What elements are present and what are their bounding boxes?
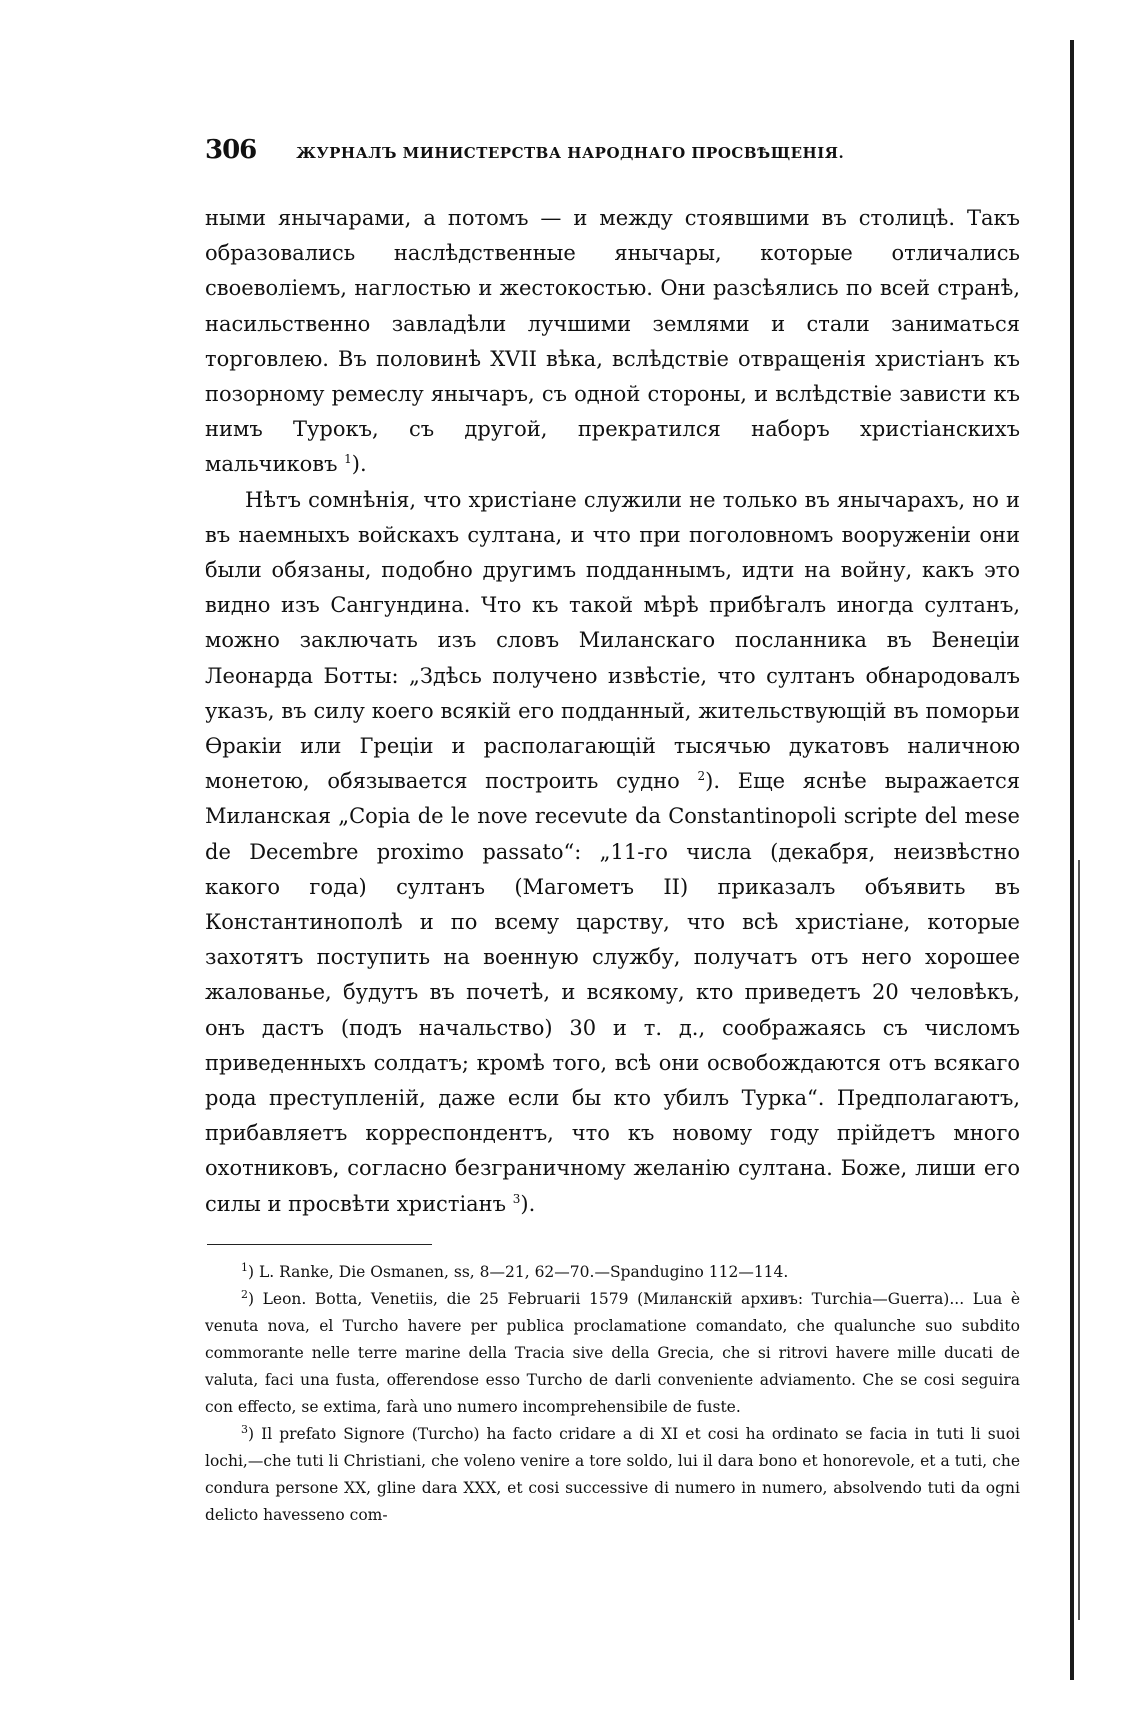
- note-ref-1: 1: [344, 452, 352, 467]
- note-ref-3: 3: [512, 1191, 521, 1206]
- footnote-rule: [207, 1244, 432, 1245]
- paragraph-1-text: ными янычарами, а потомъ — и между стоявшими въ столицѣ. Такъ образовались наслѣдственные янычары, которые отличались своеволіемъ, наглостью и жестокостью. Они разсѣялись по всей странѣ, насильственно завладѣли лучшими землями и стали заниматься торговлею. Въ половинѣ XVII вѣка, вслѣдствіе отвращенія христіанъ къ позорному ремеслу янычаръ, съ одной стороны, и вслѣдствіе зависти къ нимъ Турокъ, съ другой, прекратился наборъ христіанскихъ мальчиковъ: [205, 206, 1020, 477]
- paragraph-2b-text: ). Еще яснѣе выражается Миланская „Copia de le nove recevute da Constantinopoli scripte del mese de Decembre proximo passato“: „11-го числа (декабря, неизвѣстно какого года) султанъ (Магометъ II) приказалъ объявить въ Константинополѣ и по всему царству, что всѣ христіане, которые захотятъ поступить на военную службу, получатъ отъ него хорошее жалованье, будутъ въ почетѣ, и всякому, кто приведетъ 20 человѣкъ, онъ дастъ (подъ начальство) 30 и т. д., соображаясь съ числомъ приведенныхъ солдатъ; кромѣ того, всѣ они освобождаются отъ всякаго рода преступленій, даже если бы кто убилъ Турка“. Предполагаютъ, прибавляетъ корреспондентъ, что къ новому году прійдетъ много охотниковъ, согласно безграничному желанію султана. Боже, лиши его силы и просвѣти христіанъ: [205, 769, 1020, 1216]
- book-page: [205, 135, 1020, 1529]
- paragraph-2b-end: ).: [520, 1191, 536, 1216]
- footnote-mark-3: 3: [241, 1422, 248, 1436]
- footnote-3: [205, 1421, 1020, 1529]
- footnote-mark-1: 1: [241, 1260, 248, 1274]
- body-text: [205, 201, 1020, 1222]
- footnotes: [205, 1259, 1020, 1529]
- footnote-2: [205, 1286, 1020, 1421]
- scan-edge-line: [1070, 40, 1074, 1680]
- footnote-text-3: ) Il prefato Signore (Turcho) ha facto cridare a di XI et cosi ha ordinato se facia in tuti li suoi lochi,—che tuti li Christiani, che voleno venire a tore soldo, lui il dara bono et honorevole, et a tuti, che condura persone XX, gline dara XXX, et cosi successive di numero in numero, absolvendo tuti da ogni delicto havesseno com-: [205, 1424, 1020, 1524]
- scan-edge-line-thin: [1078, 860, 1080, 1620]
- footnote-mark-2: 2: [241, 1287, 248, 1301]
- paragraph-2: [205, 483, 1020, 1222]
- footnote-1: [205, 1259, 1020, 1286]
- paragraph-1-end: ).: [351, 452, 367, 477]
- journal-title: ЖУРНАЛЪ МИНИСТЕРСТВА НАРОДНАГО ПРОСВѢЩЕНІЯ.: [296, 144, 845, 162]
- running-head: [205, 135, 1020, 175]
- footnote-text-2: ) Leon. Botta, Venetiis, die 25 Februarii 1579 (Миланскій архивъ: Turchia—Guerra)... Lua è venuta nova, el Turcho havere per publica proclamatione comandato, che qualunche suo subdito commorante nelle terre marine della Tracia sive della Grecia, che si ritrovi havere mille ducati de valuta, faci una fusta, offerendose esso Turcho de darli conveniente adviamento. Che se cosi seguira con effecto, se extima, farà uno numero incomprehensibile de fuste.: [205, 1289, 1020, 1416]
- note-ref-2: 2: [697, 769, 706, 784]
- paragraph-1: [205, 201, 1020, 483]
- footnote-text-1: ) L. Ranke, Die Osmanen, ss, 8—21, 62—70.—Spandugino 112—114.: [248, 1262, 789, 1281]
- paragraph-2a-text: Нѣтъ сомнѣнія, что христіане служили не только въ янычарахъ, но и въ наемныхъ войскахъ султана, и что при поголовномъ вооруженіи они были обязаны, подобно другимъ подданнымъ, идти на войну, какъ это видно изъ Сангундина. Что къ такой мѣрѣ прибѣгалъ иногда султанъ, можно заключать изъ словъ Миланскаго посланника въ Венеціи Леонарда Ботты: „Здѣсь получено извѣстіе, что султанъ обнародовалъ указъ, въ силу коего всякій его подданный, жительствующій въ поморьи Ѳракіи или Греціи и располагающій тысячью дукатовъ наличною монетою, обязывается построить судно: [205, 487, 1020, 794]
- page-number: 306: [205, 135, 257, 165]
